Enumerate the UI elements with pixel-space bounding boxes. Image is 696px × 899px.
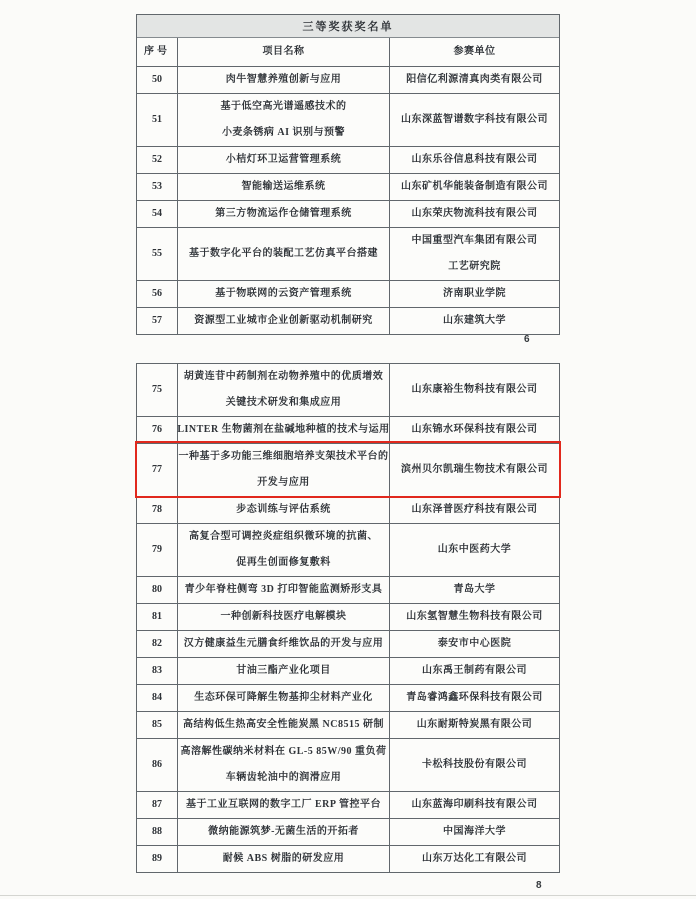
- unit-cell: 山东中医药大学: [437, 544, 512, 555]
- project-name-cell: 基于数字化平台的装配工艺仿真平台搭建: [177, 228, 390, 280]
- row-number-cell: 87: [152, 799, 162, 810]
- row-number-cell: 88: [152, 826, 162, 837]
- project-name-cell: 胡黄连苷中药制剂在动物养殖中的优质增效 关键技术研发和集成应用: [177, 364, 390, 416]
- unit-cell: 山东氢智慧生物科技有限公司: [406, 611, 543, 622]
- table-row: [137, 657, 559, 684]
- row-number-cell: 55: [152, 248, 162, 259]
- table-title: [137, 15, 559, 38]
- column-header-unit: 参赛单位: [453, 46, 496, 57]
- unit-cell: 卡松科技股份有限公司: [422, 759, 527, 770]
- table-title-text: 三等奖获奖名单: [302, 21, 394, 33]
- table-row: [137, 364, 559, 416]
- column-header-no: 序号: [144, 46, 170, 57]
- row-number-cell: 54: [152, 208, 162, 219]
- table-row: [137, 280, 559, 307]
- table-row: [137, 818, 559, 845]
- unit-cell: 山东锦水环保科技有限公司: [411, 424, 538, 435]
- row-number-cell: 52: [152, 154, 162, 165]
- table-row: [137, 791, 559, 818]
- project-name-cell: 一种基于多功能三维细胞培养支架技术平台的 开发与应用: [177, 444, 390, 496]
- unit-cell: 阳信亿利源清真肉类有限公司: [406, 74, 543, 85]
- project-name-cell: 资源型工业城市企业创新驱动机制研究: [177, 308, 390, 334]
- row-number-cell: 77: [152, 464, 162, 475]
- row-number-cell: 51: [152, 114, 162, 125]
- table-row: [137, 711, 559, 738]
- table-body: [137, 66, 559, 334]
- table-row: [137, 738, 559, 791]
- unit-cell: 山东蓝海印刷科技有限公司: [411, 799, 538, 810]
- row-number-cell: 56: [152, 288, 162, 299]
- row-number-cell: 82: [152, 638, 162, 649]
- row-number-cell: 53: [152, 181, 162, 192]
- table-row: [137, 146, 559, 173]
- table-row: [137, 416, 559, 443]
- table-row: [137, 845, 559, 872]
- award-table-page-6: [136, 14, 560, 335]
- row-number-cell: 85: [152, 719, 162, 730]
- unit-cell: 山东荣庆物流科技有限公司: [411, 208, 538, 219]
- project-name-cell: 高溶解性碳纳米材料在 GL-5 85W/90 重负荷 车辆齿轮油中的润滑应用: [177, 739, 390, 791]
- project-name-cell: 微纳能源筑梦-无菌生活的开拓者: [177, 819, 390, 845]
- table-row: [137, 630, 559, 657]
- page-number-6: 6: [524, 334, 530, 345]
- table-row: [137, 496, 559, 523]
- project-name-cell: 耐候 ABS 树脂的研发应用: [177, 846, 390, 872]
- table-row: [137, 307, 559, 334]
- project-name-cell: 一种创新科技医疗电解模块: [177, 604, 390, 630]
- project-name-cell: 第三方物流运作仓储管理系统: [177, 201, 390, 227]
- unit-cell: 滨州贝尔凯瑞生物技术有限公司: [401, 464, 548, 475]
- row-number-cell: 76: [152, 424, 162, 435]
- unit-cell: 中国重型汽车集团有限公司 工艺研究院: [411, 235, 538, 272]
- award-table-page-8: [136, 363, 560, 873]
- project-name-cell: 智能输送运维系统: [177, 174, 390, 200]
- unit-cell: 山东建筑大学: [443, 315, 506, 326]
- unit-cell: 青岛睿鸿鑫环保科技有限公司: [406, 692, 543, 703]
- row-number-cell: 81: [152, 611, 162, 622]
- project-name-cell: 汉方健康益生元膳食纤维饮品的开发与应用: [177, 631, 390, 657]
- project-name-cell: 肉牛智慧养殖创新与应用: [177, 67, 390, 93]
- project-name-cell: 基于工业互联网的数字工厂 ERP 管控平台: [177, 792, 390, 818]
- page-bottom-edge: [0, 895, 696, 896]
- unit-cell: 山东康裕生物科技有限公司: [411, 384, 538, 395]
- project-name-cell: 高复合型可调控炎症组织微环境的抗菌、 促再生创面修复敷料: [177, 524, 390, 576]
- table-body: [137, 364, 559, 872]
- project-name-cell: 甘油三酯产业化项目: [177, 658, 390, 684]
- table-row: [137, 523, 559, 576]
- table-row: [137, 66, 559, 93]
- row-number-cell: 84: [152, 692, 162, 703]
- row-number-cell: 78: [152, 504, 162, 515]
- project-name-cell: 高结构低生热高安全性能炭黑 NC8515 研制: [177, 712, 390, 738]
- unit-cell: 青岛大学: [453, 584, 496, 595]
- row-number-cell: 50: [152, 74, 162, 85]
- row-number-cell: 79: [152, 544, 162, 555]
- unit-cell: 济南职业学院: [443, 288, 506, 299]
- table-header-row: [137, 38, 559, 66]
- table-row: [137, 576, 559, 603]
- unit-cell: 山东禹王制药有限公司: [422, 665, 527, 676]
- project-name-cell: 小桔灯环卫运营管理系统: [177, 147, 390, 173]
- row-number-cell: 57: [152, 315, 162, 326]
- unit-cell: 山东万达化工有限公司: [422, 853, 527, 864]
- row-number-cell: 80: [152, 584, 162, 595]
- column-header-project: 项目名称: [177, 38, 390, 66]
- unit-cell: 山东深蓝智谱数字科技有限公司: [401, 114, 548, 125]
- project-name-cell: LINTER 生物菌剂在盐碱地种植的技术与运用: [177, 417, 390, 443]
- table-row: [137, 93, 559, 146]
- project-name-cell: 青少年脊柱侧弯 3D 打印智能监测矫形支具: [177, 577, 390, 603]
- project-name-cell: 生态环保可降解生物基抑尘材料产业化: [177, 685, 390, 711]
- row-number-cell: 89: [152, 853, 162, 864]
- table-row: [137, 227, 559, 280]
- page-number-8: 8: [536, 880, 542, 891]
- row-number-cell: 86: [152, 759, 162, 770]
- unit-cell: 山东耐斯特炭黑有限公司: [416, 719, 533, 730]
- table-row: [137, 603, 559, 630]
- unit-cell: 中国海洋大学: [443, 826, 506, 837]
- project-name-cell: 步态训练与评估系统: [177, 497, 390, 523]
- table-row: [137, 684, 559, 711]
- project-name-cell: 基于低空高光谱遥感技术的 小麦条锈病 AI 识别与预警: [177, 94, 390, 146]
- unit-cell: 山东乐谷信息科技有限公司: [411, 154, 538, 165]
- project-name-cell: 基于物联网的云资产管理系统: [177, 281, 390, 307]
- unit-cell: 山东矿机华能装备制造有限公司: [401, 181, 548, 192]
- unit-cell: 山东泽普医疗科技有限公司: [411, 504, 538, 515]
- row-number-cell: 83: [152, 665, 162, 676]
- table-row: [137, 200, 559, 227]
- table-row: [137, 173, 559, 200]
- unit-cell: 泰安市中心医院: [437, 638, 512, 649]
- row-number-cell: 75: [152, 384, 162, 395]
- table-row-highlighted: [137, 443, 559, 496]
